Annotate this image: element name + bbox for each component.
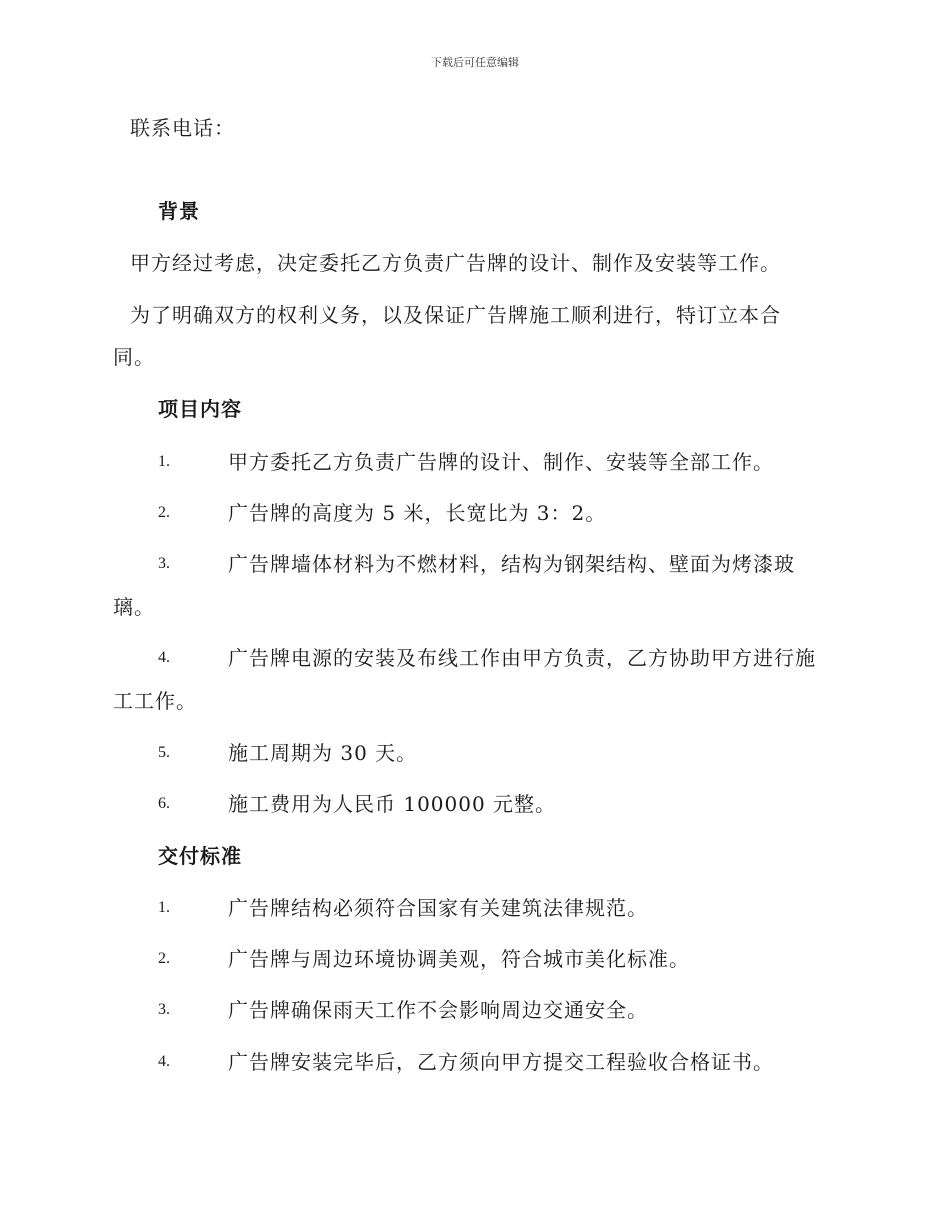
project-item-1-text: 甲方委托乙方负责广告牌的设计、制作、安装等全部工作。 xyxy=(228,450,774,474)
project-item-1-number: 1. xyxy=(158,453,170,470)
background-heading: 背景 xyxy=(158,199,200,223)
project-item-6-text: 施工费用为人民币 100000 元整。 xyxy=(228,792,557,816)
delivery-item-3-text: 广告牌确保雨天工作不会影响周边交通安全。 xyxy=(228,998,648,1022)
background-paragraph-2-line-1: 为了明确双方的权利义务，以及保证广告牌施工顺利进行，特订立本合 xyxy=(130,303,781,327)
project-item-2-text: 广告牌的高度为 5 米，长宽比为 3：2。 xyxy=(228,501,607,525)
project-item-4-text-line-1: 广告牌电源的安装及布线工作由甲方负责，乙方协助甲方进行施 xyxy=(228,646,816,670)
delivery-item-2-number: 2. xyxy=(158,950,170,967)
project-item-5-text: 施工周期为 30 天。 xyxy=(228,741,418,765)
project-item-6-number: 6. xyxy=(158,795,170,812)
project-item-5-number: 5. xyxy=(158,744,170,761)
project-item-4-text-line-2: 工工作。 xyxy=(113,689,197,713)
delivery-item-1-text: 广告牌结构必须符合国家有关建筑法律规范。 xyxy=(228,896,648,920)
project-heading: 项目内容 xyxy=(158,397,242,421)
project-item-3-number: 3. xyxy=(158,555,170,572)
project-item-4-number: 4. xyxy=(158,649,170,666)
delivery-item-4-number: 4. xyxy=(158,1053,170,1070)
project-item-2-number: 2. xyxy=(158,504,170,521)
delivery-item-4-text: 广告牌安装完毕后，乙方须向甲方提交工程验收合格证书。 xyxy=(228,1050,774,1074)
background-paragraph-1: 甲方经过考虑，决定委托乙方负责广告牌的设计、制作及安装等工作。 xyxy=(130,251,781,275)
project-item-3-text-line-2: 璃。 xyxy=(113,595,155,619)
contact-phone-label: 联系电话： xyxy=(130,116,235,140)
background-paragraph-2-line-2: 同。 xyxy=(113,345,155,369)
delivery-item-1-number: 1. xyxy=(158,899,170,916)
delivery-heading: 交付标准 xyxy=(158,844,242,868)
project-item-3-text-line-1: 广告牌墙体材料为不燃材料，结构为钢架结构、壁面为烤漆玻 xyxy=(228,552,795,576)
delivery-item-2-text: 广告牌与周边环境协调美观，符合城市美化标准。 xyxy=(228,947,690,971)
delivery-item-3-number: 3. xyxy=(158,1001,170,1018)
page-header-note: 下载后可任意编辑 xyxy=(431,56,519,69)
